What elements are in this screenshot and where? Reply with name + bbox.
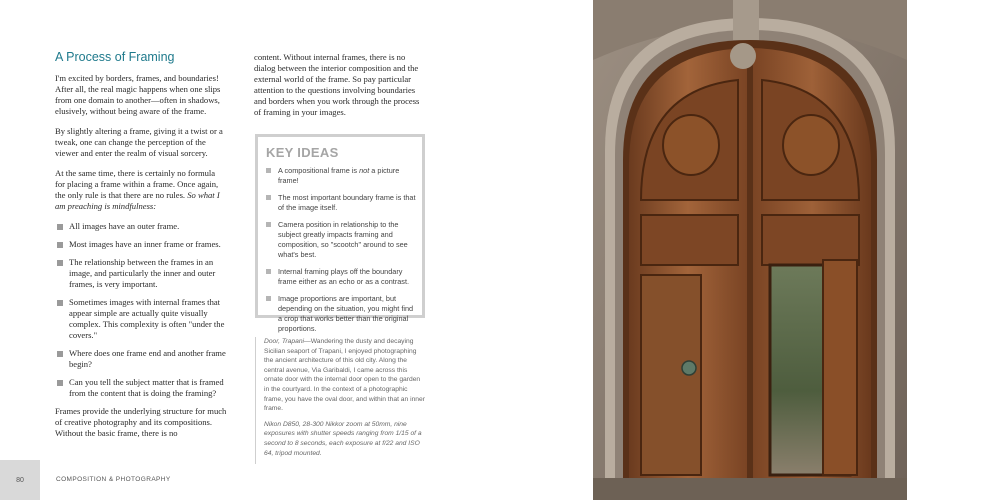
middle-column [254,52,428,127]
bullet-square-icon [57,242,63,248]
section-heading: A Process of Framing [55,50,175,64]
bullet-square-icon [57,380,63,386]
key-idea-item: Camera position in relationship to the subject greatly impacts framing and composition, so "scootch" around to see what's best. [266,220,416,260]
bullet-item [55,221,227,232]
caption-tech: Nikon D850, 28-300 Nikkor zoom at 50mm, nine exposures with shutter speeds ranging from 1/15 of a second to 8 seconds, each exposure at f/22 and ISO 64, tripod mounted. [264,420,422,457]
paragraph: I'm excited by borders, frames, and boundaries! After all, the real magic happens when one slips from one domain to another—often in shadows, elusively, without being aware of the frame. [55,73,221,116]
left-column [55,52,227,448]
bullet-list [55,221,227,399]
caption-title: Door, Trapani [264,338,305,345]
bullet-item [55,239,227,250]
key-idea-item: A compositional frame is not a picture frame! [266,166,416,186]
bullet-text: Most images have an inner frame or frames. [69,239,221,249]
bullet-square-icon [57,351,63,357]
bullet-square-icon [266,269,271,274]
caption-text: Door, Trapani—Wandering the dusty and decaying Sicilian seaport of Trapani, I enjoyed photographing the ancient architecture of this old city. Along the central avenue, Via Garibaldi, I came across this ornate door with the internal door open to the garden in the courtyard. In the context of a photographic frame, you have the oval door, and within that an inner frame. [264,338,425,413]
running-title: COMPOSITION & PHOTOGRAPHY [56,476,171,483]
page-number: 80 [0,460,40,500]
paragraph-italic: So what I am preaching is mindfulness: [55,190,220,211]
photo-caption [255,337,427,464]
bullet-text: All images have an outer frame. [69,221,180,231]
bullet-item [55,297,227,341]
key-idea-item: Internal framing plays off the boundary frame either as an echo or as a contrast. [266,267,416,287]
bullet-square-icon [57,300,63,306]
bullet-square-icon [266,168,271,173]
bullet-square-icon [266,195,271,200]
paragraph [55,168,227,212]
bullet-square-icon [57,260,63,266]
key-ideas-title: KEY IDEAS [266,145,339,160]
paragraph: content. Without internal frames, there is no dialog between the interior composition and the external world of the frame. So pay particular attention to the questions involving boundaries and borders when you work through the process of framing in your images. [254,52,420,117]
key-idea-item: The most important boundary frame is that of the image itself. [266,193,416,213]
key-ideas-list [258,166,422,334]
bullet-item [55,377,227,399]
key-ideas-box [255,134,425,333]
bullet-text: Sometimes images with internal frames that appear simple are actually quite visually complex. This complexity is often "under the covers." [69,297,225,340]
paragraph: Frames provide the underlying structure for much of creative photography and its compositions. Without the basic frame, there is no [55,406,227,438]
bullet-square-icon [266,222,271,227]
bullet-text: Where does one frame end and another frame begin? [69,348,226,369]
bullet-square-icon [57,224,63,230]
bullet-item [55,257,227,290]
door-photo [593,0,907,500]
paragraph-text: At the same time, there is certainly no formula for placing a frame within a frame. Once again, the only rule is that there are no rules. [55,168,219,200]
bullet-text: Can you tell the subject matter that is framed from the content that is doing the framing? [69,377,224,398]
bullet-item [55,348,227,370]
bullet-text: The relationship between the frames in an image, and particularly the inner and outer frames, is very important. [69,257,216,289]
paragraph: By slightly altering a frame, giving it a twist or a tweak, one can change the perception of the viewer and enter the realm of visual sorcery. [55,126,223,158]
bullet-square-icon [266,296,271,301]
key-idea-item: Image proportions are important, but depending on the situation, you might find a crop that works better than the original proportions. [266,294,416,334]
